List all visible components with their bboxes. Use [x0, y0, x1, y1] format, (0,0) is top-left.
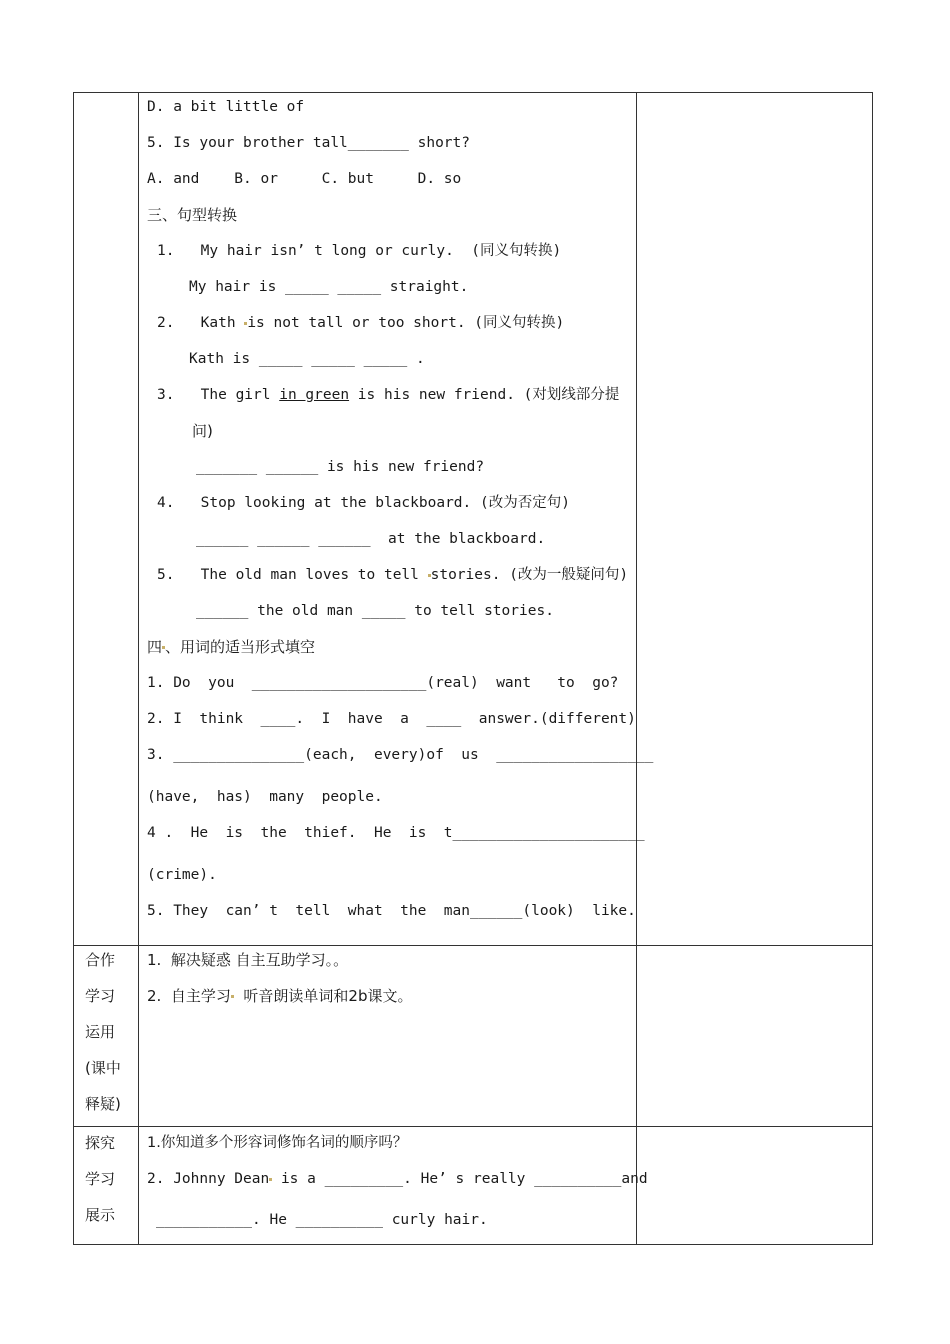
- worksheet-table: [73, 92, 873, 1245]
- fill-q3-continued: (have, has) many people.: [147, 789, 383, 805]
- row-label: [74, 946, 139, 1127]
- fill-q5: 5. They can’ t tell what the man______(look) like.: [147, 903, 636, 919]
- transform-q1: 1. My hair isn’ t long or curly. (同义句转换): [157, 243, 562, 259]
- explore-line-1: 1.你知道多个形容词修饰名词的顺序吗？: [147, 1135, 408, 1151]
- label-line: 探究: [85, 1134, 116, 1152]
- explore-row: [74, 1127, 873, 1245]
- label-line: 释疑): [85, 1095, 121, 1113]
- transform-q4-answer: ______ ______ ______ at the blackboard.: [196, 531, 546, 547]
- q3-prefix: 3. The girl: [157, 387, 280, 403]
- exercise-content: [139, 93, 654, 946]
- notes-column: [637, 946, 873, 1127]
- heading4-suffix: 、用词的适当形式填空: [165, 638, 316, 656]
- q2-prefix: 2. Kath: [157, 315, 245, 331]
- q5-prefix: 5. The old man loves to tell: [157, 567, 428, 583]
- fill-q4: 4 . He is the thief. He is t______________________: [147, 825, 645, 841]
- line2-suffix: 听音朗读单词和2b课文。: [233, 987, 413, 1005]
- notes-column: [637, 1127, 873, 1245]
- label-line: 运用: [85, 1023, 116, 1041]
- row-label: [74, 1127, 139, 1245]
- q5-suffix: stories. (改为一般疑问句): [430, 567, 629, 583]
- heading4-prefix: 四: [147, 638, 163, 656]
- cooperate-row: [74, 946, 873, 1127]
- fill-q2: 2. I think ____. I have a ____ answer.(different): [147, 711, 636, 727]
- label-line: 展示: [85, 1206, 116, 1224]
- transform-q3-answer: _______ ______ is his new friend?: [196, 459, 485, 475]
- label-line: 学习: [85, 1170, 116, 1188]
- q2-suffix: is not tall or too short. (同义句转换): [247, 315, 565, 331]
- transform-q3: [157, 385, 636, 405]
- cooperate-content: [139, 946, 637, 1127]
- section-heading-3: 三、句型转换: [147, 206, 238, 224]
- section-heading-4: [147, 637, 636, 657]
- exercise-row: [74, 93, 873, 946]
- q3-suffix: is his new friend. (对划线部分提: [349, 387, 620, 403]
- options-line: A. and B. or C. but D. so: [147, 171, 462, 187]
- label-line: 合作: [85, 951, 116, 969]
- explore-line-2: [147, 1169, 648, 1189]
- transform-q4: 4. Stop looking at the blackboard. (改为否定句): [157, 495, 570, 511]
- line2-prefix: 2. 自主学习: [147, 987, 231, 1005]
- transform-q2: [157, 313, 636, 333]
- fill-q3: 3. _______________(each, every)of us __________________: [147, 747, 654, 763]
- fill-q4-continued: (crime).: [147, 867, 217, 883]
- question-5-line: 5. Is your brother tall_______ short?: [147, 135, 471, 151]
- cooperate-line-2: [147, 986, 636, 1006]
- transform-q1-answer: My hair is _____ _____ straight.: [189, 279, 469, 295]
- option-d-line: D. a bit little of: [147, 99, 305, 115]
- cooperate-line-1: 1. 解决疑惑 自主互助学习。。: [147, 951, 349, 969]
- q3-underlined-phrase: in green: [279, 387, 350, 403]
- transform-q5: [157, 565, 636, 585]
- label-line: 学习: [85, 987, 116, 1005]
- line2-prefix: 2. Johnny Dean: [147, 1171, 270, 1187]
- notes-column: [637, 93, 873, 946]
- transform-q2-answer: Kath is _____ _____ _____ .: [189, 351, 425, 367]
- transform-q5-answer: ______ the old man _____ to tell stories.: [196, 603, 554, 619]
- explore-line-3: ___________. He __________ curly hair.: [156, 1212, 488, 1228]
- label-line: (课中: [85, 1059, 121, 1077]
- explore-content: [139, 1127, 648, 1245]
- line2-suffix: is a _________. He’ s really __________and: [272, 1171, 648, 1187]
- row-label-empty: [74, 93, 139, 946]
- fill-q1: 1. Do you ____________________(real) want to go?: [147, 675, 619, 691]
- transform-q3-continued: 问): [192, 422, 213, 440]
